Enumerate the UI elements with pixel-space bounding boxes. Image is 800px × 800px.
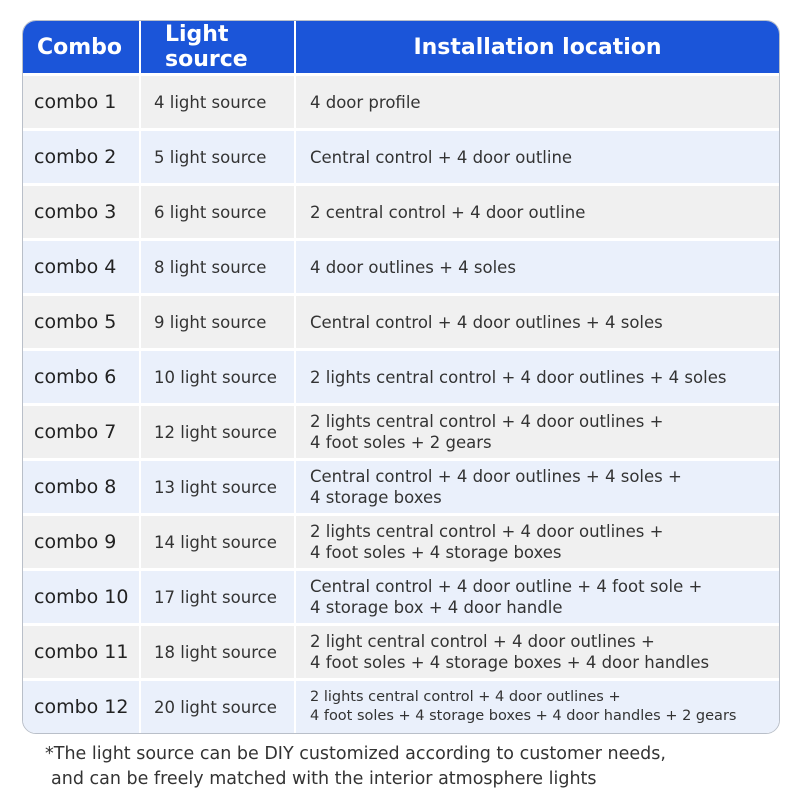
light-source-cell: 4 light source (141, 76, 294, 128)
combo-cell: combo 11 (23, 626, 139, 678)
installation-line-1: 2 lights central control + 4 door outlines + (310, 412, 664, 431)
installation-line-1: 2 lights central control + 4 door outlines + (310, 522, 664, 541)
table-row (23, 241, 779, 293)
light-source-cell: 6 light source (141, 186, 294, 238)
installation-cell (296, 406, 779, 458)
light-source-cell: 20 light source (141, 681, 294, 733)
installation-line-2: 4 storage boxes (310, 488, 442, 507)
combo-cell: combo 12 (23, 681, 139, 733)
light-source-cell: 14 light source (141, 516, 294, 568)
installation-cell (296, 351, 779, 403)
light-source-cell: 9 light source (141, 296, 294, 348)
combo-cell: combo 9 (23, 516, 139, 568)
table-row (23, 76, 779, 128)
table-row (23, 186, 779, 238)
table-row (23, 131, 779, 183)
header-installation-location: Installation location (296, 21, 779, 73)
table-row (23, 296, 779, 348)
light-source-cell: 13 light source (141, 461, 294, 513)
installation-line-2: 4 foot soles + 4 storage boxes + 4 door handles + 2 gears (310, 708, 737, 724)
table-header-row (23, 21, 779, 73)
installation-line-1: Central control + 4 door outline + 4 foot sole + (310, 577, 703, 596)
combo-cell: combo 2 (23, 131, 139, 183)
light-source-cell: 10 light source (141, 351, 294, 403)
table-row (23, 626, 779, 678)
combo-cell: combo 3 (23, 186, 139, 238)
installation-line-2: 4 foot soles + 4 storage boxes + 4 door handles (310, 653, 710, 672)
installation-cell (296, 626, 779, 678)
table-row (23, 406, 779, 458)
installation-line-1: 4 door outlines + 4 soles (310, 257, 516, 277)
combo-cell: combo 7 (23, 406, 139, 458)
installation-cell (296, 186, 779, 238)
header-combo: Combo (23, 21, 139, 73)
footnote-line-2: and can be freely matched with the interior atmosphere lights (51, 769, 597, 789)
installation-cell (296, 516, 779, 568)
installation-line-1: 2 light central control + 4 door outlines + (310, 632, 655, 651)
combo-cell: combo 4 (23, 241, 139, 293)
installation-cell (296, 461, 779, 513)
installation-cell (296, 296, 779, 348)
installation-line-1: 2 lights central control + 4 door outlines + (310, 689, 621, 705)
table-row (23, 461, 779, 513)
light-source-cell: 12 light source (141, 406, 294, 458)
footnote-line-1: *The light source can be DIY customized according to customer needs, (45, 744, 666, 764)
installation-cell (296, 571, 779, 623)
light-source-cell: 17 light source (141, 571, 294, 623)
light-source-cell: 5 light source (141, 131, 294, 183)
installation-line-1: Central control + 4 door outlines + 4 soles (310, 312, 663, 332)
installation-line-2: 4 foot soles + 4 storage boxes (310, 543, 562, 562)
table-row (23, 681, 779, 733)
header-light-source: Light source (141, 21, 294, 73)
installation-line-1: Central control + 4 door outlines + 4 soles + (310, 467, 682, 486)
installation-line-2: 4 foot soles + 2 gears (310, 433, 492, 452)
light-source-cell: 18 light source (141, 626, 294, 678)
combo-table (22, 20, 780, 734)
footnote (45, 742, 666, 792)
combo-cell: combo 10 (23, 571, 139, 623)
installation-cell (296, 76, 779, 128)
installation-line-1: Central control + 4 door outline (310, 147, 573, 167)
combo-cell: combo 6 (23, 351, 139, 403)
combo-cell: combo 1 (23, 76, 139, 128)
table-row (23, 351, 779, 403)
combo-table-container (22, 20, 780, 734)
table-row (23, 571, 779, 623)
installation-cell (296, 241, 779, 293)
table-row (23, 516, 779, 568)
combo-cell: combo 5 (23, 296, 139, 348)
light-source-cell: 8 light source (141, 241, 294, 293)
installation-line-2: 4 storage box + 4 door handle (310, 598, 563, 617)
installation-cell (296, 681, 779, 733)
installation-line-1: 4 door profile (310, 92, 421, 112)
installation-line-1: 2 lights central control + 4 door outlines + 4 soles (310, 367, 727, 387)
installation-cell (296, 131, 779, 183)
combo-cell: combo 8 (23, 461, 139, 513)
installation-line-1: 2 central control + 4 door outline (310, 202, 586, 222)
